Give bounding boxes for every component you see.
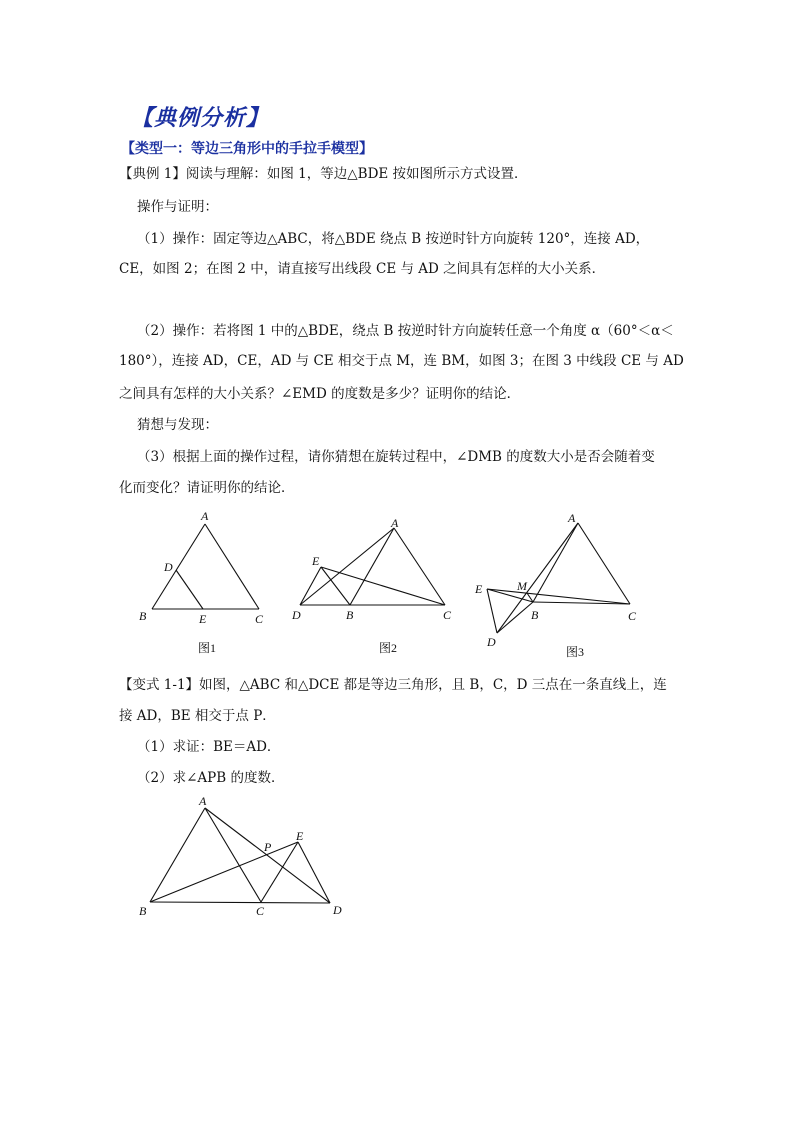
fig1-label-c: C [255, 612, 264, 626]
fig3-label-e: E [475, 582, 483, 596]
fig4-edge-ad [205, 808, 330, 903]
fig1-label-d: D [164, 560, 173, 574]
fig3-caption: 图3 [566, 645, 585, 659]
fig4-edge-ab [150, 808, 205, 902]
fig2-label-e: E [312, 554, 320, 568]
fig2-edge-de [300, 567, 321, 605]
fig3-label-b: B [531, 608, 539, 622]
fig4-label-b: B [139, 904, 147, 918]
fig2-label-c: C [443, 608, 452, 622]
fig3-edge-ab [533, 523, 578, 602]
variant-line-1: 【变式 1-1】如图，△ABC 和△DCE 都是等边三角形，且 B，C，D 三点在一条直线上，连 [119, 677, 667, 693]
fig1-label-e: E [199, 612, 207, 626]
example-line-9: （3）根据上面的操作过程，请你猜想在旋转过程中，∠DMB 的度数大小是否会随着变 [137, 449, 655, 465]
example-line-4: CE，如图 2；在图 2 中，请直接写出线段 CE 与 AD 之间具有怎样的大小关系． [119, 261, 606, 277]
fig4-label-p: P [264, 840, 272, 854]
figure-4 [139, 794, 342, 918]
fig4-edge-be [150, 842, 298, 902]
example-line-3: （1）操作：固定等边△ABC，将△BDE 绕点 B 按逆时针方向旋转 120°，连接 AD， [137, 231, 650, 247]
fig4-label-a: A [199, 794, 207, 808]
fig2-edge-ec [321, 567, 445, 605]
example-line-1: 【典例 1】阅读与理解：如图 1，等边△BDE 按如图所示方式设置． [119, 166, 528, 182]
fig3-edge-ed [487, 589, 497, 633]
example-line-10: 化而变化？请证明你的结论． [119, 480, 295, 496]
example-line-5: （2）操作：若将图 1 中的△BDE，绕点 B 按逆时针方向旋转任意一个角度 α（60°＜α＜ [137, 323, 674, 339]
fig4-label-d: D [333, 903, 342, 917]
fig1-label-a: A [201, 509, 209, 523]
fig3-label-a: A [568, 511, 576, 525]
fig4-edge-ed [298, 842, 330, 903]
fig2-edge-ab [350, 528, 394, 605]
fig3-label-c: C [628, 609, 637, 623]
fig3-label-m: M [517, 579, 527, 593]
fig3-edge-ec [487, 589, 630, 604]
fig1-edge-de [176, 570, 203, 609]
figure-2 [291, 516, 452, 655]
fig2-label-a: A [391, 516, 399, 530]
variant-line-4: （2）求∠APB 的度数． [137, 770, 285, 786]
fig1-label-b: B [139, 609, 147, 623]
example-line-6: 180°），连接 AD，CE，AD 与 CE 相交于点 M，连 BM，如图 3；在图 3 中线段 CE 与 AD [119, 353, 684, 369]
fig2-label-d: D [292, 608, 301, 622]
fig3-edge-db [497, 602, 533, 633]
figure-1 [139, 509, 264, 655]
variant-line-2: 接 AD，BE 相交于点 P． [119, 708, 276, 724]
fig4-edge-bd [150, 902, 330, 903]
example-line-2: 操作与证明： [137, 199, 218, 215]
fig1-caption: 图1 [198, 641, 217, 655]
fig1-edge-ab [152, 524, 205, 609]
fig2-edge-eb [321, 567, 350, 605]
variant-line-3: （1）求证：BE＝AD． [137, 739, 281, 755]
fig4-label-e: E [296, 829, 304, 843]
fig2-edge-ac [394, 528, 445, 605]
fig2-label-b: B [346, 608, 354, 622]
example-line-8: 猜想与发现： [137, 417, 218, 433]
section-title: 【典例分析】 [131, 105, 270, 131]
figure-3 [474, 511, 637, 659]
fig3-label-d: D [487, 635, 496, 649]
fig4-label-c: C [256, 904, 265, 918]
fig3-edge-ac [578, 523, 630, 604]
fig4-edge-ac [205, 808, 261, 902]
example-line-7: 之间具有怎样的大小关系？∠EMD 的度数是多少？证明你的结论． [119, 386, 521, 402]
type-title: 【类型一：等边三角形中的手拉手模型】 [121, 141, 373, 157]
fig2-caption: 图2 [379, 641, 398, 655]
fig1-edge-ac [205, 524, 259, 609]
